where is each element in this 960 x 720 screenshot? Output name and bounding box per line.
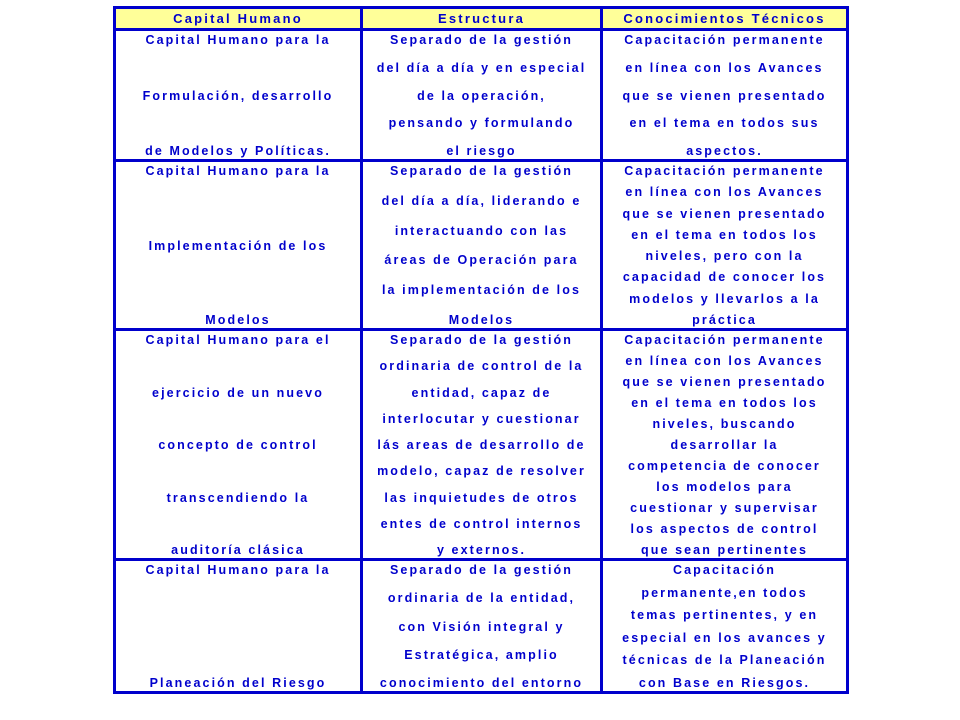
cell-conocimientos xyxy=(602,161,848,330)
cell-line: interactuando con las xyxy=(394,223,569,238)
cell-line: las inquietudes de otros xyxy=(384,490,579,505)
cell-line: pensando y formulando xyxy=(388,116,575,131)
cell-line: niveles, buscando xyxy=(652,417,797,431)
cell-line: permanente,en todos xyxy=(641,585,808,600)
cell-line: especial en los avances y xyxy=(622,630,827,645)
cell-line: Implementación de los xyxy=(148,238,328,253)
cell-line: Planeación del Riesgo xyxy=(149,676,327,690)
cell-line: Separado de la gestión xyxy=(389,563,574,577)
cell-capital xyxy=(115,161,362,330)
cell-line: de la operación, xyxy=(417,88,546,103)
table-row xyxy=(115,161,848,330)
cell-line: Separado de la gestión xyxy=(389,33,574,47)
cell-line: lás areas de desarrollo de xyxy=(377,438,586,452)
cell-line: competencia de conocer xyxy=(628,459,821,473)
cell-line: aspectos. xyxy=(686,144,763,158)
cell-line: la implementación de los xyxy=(381,283,582,298)
cell-line: conocimiento del entorno xyxy=(379,676,584,690)
cell-line: capacidad de conocer los xyxy=(622,270,827,285)
cell-line: modelo, capaz de resolver xyxy=(377,464,586,479)
cell-line: niveles, pero con la xyxy=(645,249,804,264)
cell-line: Capacitación permanente xyxy=(624,333,825,347)
cell-line: en el tema en todos los xyxy=(631,396,818,410)
cell-conocimientos xyxy=(602,560,848,693)
cell-line: transcendiendo la xyxy=(166,490,310,505)
table-row xyxy=(115,560,848,693)
header-row xyxy=(115,8,848,30)
cell-line: Estratégica, amplio xyxy=(404,647,559,662)
cell-estructura xyxy=(362,560,602,693)
cell-line: del día a día y en especial xyxy=(376,60,587,75)
cell-line: y externos. xyxy=(436,543,527,557)
cell-line: ordinaria de la entidad, xyxy=(387,591,576,606)
cell-line: en línea con los Avances xyxy=(625,60,824,75)
cell-estructura xyxy=(362,161,602,330)
cell-line: los aspectos de control xyxy=(630,522,819,536)
cell-estructura xyxy=(362,330,602,560)
cell-line: Capital Humano para el xyxy=(145,333,331,347)
cell-line: entes de control internos xyxy=(380,516,583,531)
cell-line: interlocutar y cuestionar xyxy=(382,411,581,426)
cell-line: Separado de la gestión xyxy=(389,333,574,347)
cell-capital xyxy=(115,330,362,560)
cell-line: que se vienen presentado xyxy=(622,88,827,103)
cell-line: desarrollar la xyxy=(670,438,779,452)
competency-table xyxy=(113,6,849,694)
cell-line: Capital Humano para la xyxy=(145,563,331,577)
cell-line: que se vienen presentado xyxy=(622,375,827,389)
cell-line: auditoría clásica xyxy=(171,543,305,557)
cell-line: entidad, capaz de xyxy=(411,385,552,400)
cell-line: Capital Humano para la xyxy=(145,33,331,47)
cell-capital xyxy=(115,560,362,693)
cell-line: ordinaria de control de la xyxy=(379,359,584,374)
cell-line: ejercicio de un nuevo xyxy=(152,385,324,400)
cell-line: del día a día, liderando e xyxy=(381,193,582,208)
cell-line: el riesgo xyxy=(446,144,517,158)
table-row xyxy=(115,30,848,161)
cell-line: con Base en Riesgos. xyxy=(638,675,811,690)
cell-line: que sean pertinentes xyxy=(640,543,809,557)
cell-conocimientos xyxy=(602,330,848,560)
cell-line: en el tema en todos los xyxy=(631,227,818,242)
cell-line: en el tema en todos sus xyxy=(629,116,820,131)
cell-line: que se vienen presentado xyxy=(622,206,827,221)
cell-line: Separado de la gestión xyxy=(389,164,574,178)
cell-line: en línea con los Avances xyxy=(625,185,824,200)
header-estructura: Estructura xyxy=(362,8,602,30)
header-conocimientos: Conocimientos Técnicos xyxy=(602,8,848,30)
cell-line: técnicas de la Planeación xyxy=(622,653,827,668)
cell-estructura xyxy=(362,30,602,161)
cell-line: Capital Humano para la xyxy=(145,164,331,178)
cell-line: Capacitación permanente xyxy=(624,33,825,47)
cell-line: de Modelos y Políticas. xyxy=(145,144,331,158)
cell-line: práctica xyxy=(692,312,757,327)
cell-line: los modelos para xyxy=(656,480,793,494)
cell-line: Capacitación permanente xyxy=(624,164,825,178)
cell-line: en línea con los Avances xyxy=(625,354,824,368)
cell-line: temas pertinentes, y en xyxy=(630,608,819,623)
cell-line: Modelos xyxy=(448,312,515,327)
cell-conocimientos xyxy=(602,30,848,161)
cell-line: Formulación, desarrollo xyxy=(142,88,334,103)
header-capital-humano: Capital Humano xyxy=(115,8,362,30)
cell-line: con Visión integral y xyxy=(398,619,565,634)
table-row xyxy=(115,330,848,560)
cell-line: Modelos xyxy=(205,313,271,327)
cell-line: concepto de control xyxy=(158,438,318,452)
cell-line: Capacitación xyxy=(672,563,776,577)
cell-line: cuestionar y supervisar xyxy=(630,501,819,515)
cell-line: modelos y llevarlos a la xyxy=(629,291,820,306)
cell-line: áreas de Operación para xyxy=(384,253,579,268)
cell-capital xyxy=(115,30,362,161)
